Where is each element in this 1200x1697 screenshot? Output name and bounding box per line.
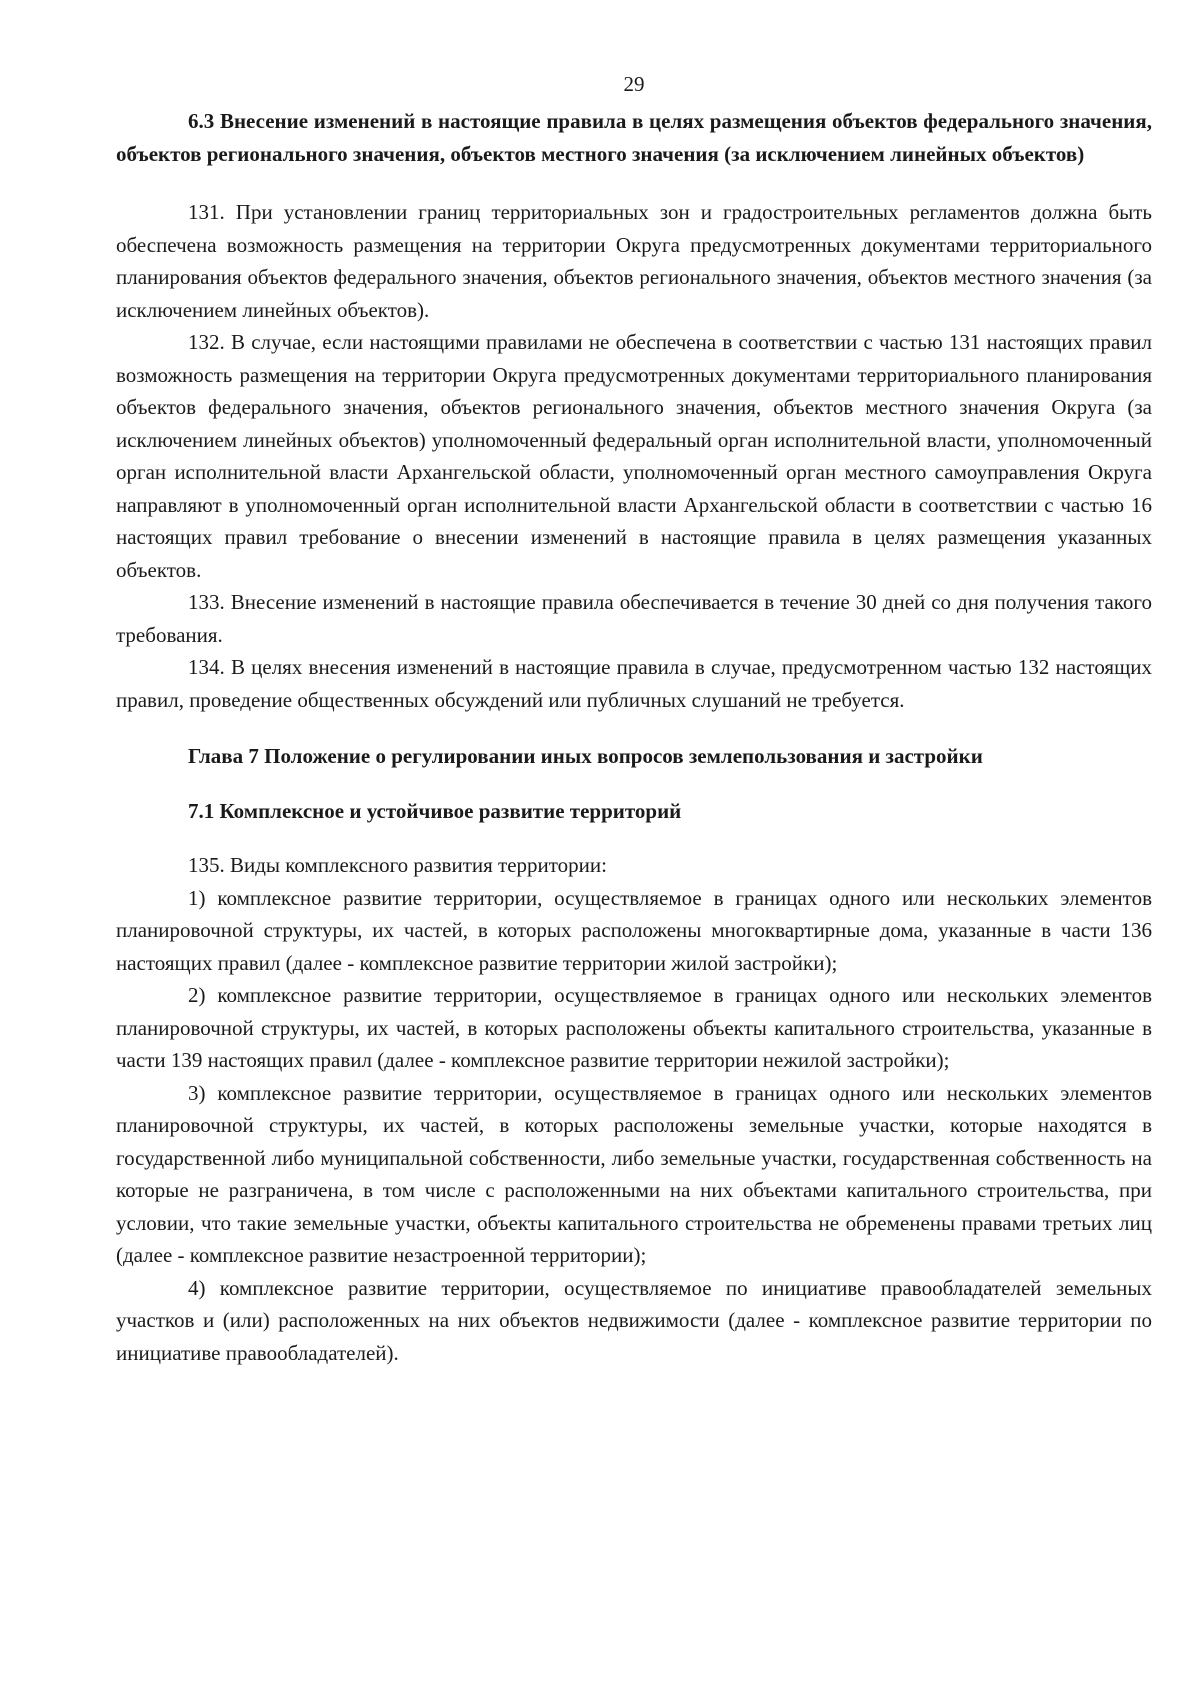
chapter-7-heading: Глава 7 Положение о регулировании иных вопросов землепользования и застройки [188, 744, 983, 768]
paragraph-134: 134. В целях внесения изменений в настоящие правила в случае, предусмотренном частью 132 настоящих правил, проведение общественных обсуждений или публичных слушаний не требуется. [116, 655, 1152, 712]
list-item-4: 4) комплексное развитие территории, осуществляемое по инициативе правообладателей земельных участков и (или) расположенных на них объектов недвижимости (далее - комплексное развитие территории по инициативе правообладателей). [116, 1275, 1152, 1365]
paragraph-131: 131. При установлении границ территориальных зон и градостроительных регламентов должна быть обеспечена возможность размещения на территории Округа предусмотренных документами территориального планирования объектов федерального значения, объектов регионального значения, объектов местного значения (за исключением линейных объектов). [116, 200, 1152, 322]
paragraph-133: 133. Внесение изменений в настоящие правила обеспечивается в течение 30 дней со дня получения такого требования. [116, 590, 1152, 647]
document-page [116, 68, 1152, 1369]
paragraph-135: 135. Виды комплексного развития территории: [188, 853, 607, 877]
list-item-3: 3) комплексное развитие территории, осуществляемое в границах одного или нескольких элементов планировочной структуры, их частей, в которых расположены земельные участки, которые находятся в государственной либо муниципальной собственности, либо земельные участки, государственная собственность на которые не разграничена, в том числе с расположенными на них объектами капитального строительства, при условии, что такие земельные участки, объекты капитального строительства не обременены правами третьих лиц (далее - комплексное развитие незастроенной территории); [116, 1080, 1152, 1267]
section-7-1-heading: 7.1 Комплексное и устойчивое развитие территорий [188, 798, 682, 823]
list-item-1: 1) комплексное развитие территории, осуществляемое в границах одного или нескольких элементов планировочной структуры, их частей, в которых расположены многоквартирные дома, указанные в части 136 настоящих правил (далее - комплексное развитие территории жилой застройки); [116, 885, 1152, 975]
paragraph-132: 132. В случае, если настоящими правилами не обеспечена в соответствии с частью 131 настоящих правил возможность размещения на территории Округа предусмотренных документами территориального планирования объектов федерального значения, объектов регионального значения, объектов местного значения Округа (за исключением линейных объектов) уполномоченный федеральный орган исполнительной власти, уполномоченный орган исполнительной власти Архангельской области, уполномоченный орган местного самоуправления Округа направляют в уполномоченный орган исполнительной власти Архангельской области в соответствии с частью 16 настоящих правил требование о внесении изменений в настоящие правила в целях размещения указанных объектов. [116, 330, 1152, 582]
list-item-2: 2) комплексное развитие территории, осуществляемое в границах одного или нескольких элементов планировочной структуры, их частей, в которых расположены объекты капитального строительства, указанные в части 139 настоящих правил (далее - комплексное развитие территории нежилой застройки); [116, 983, 1152, 1072]
section-6-3-heading: 6.3 Внесение изменений в настоящие правила в целях размещения объектов федерального значения, объектов регионального значения, объектов местного значения (за исключением линейных объектов) [116, 109, 1152, 166]
page-number: 29 [623, 72, 645, 96]
